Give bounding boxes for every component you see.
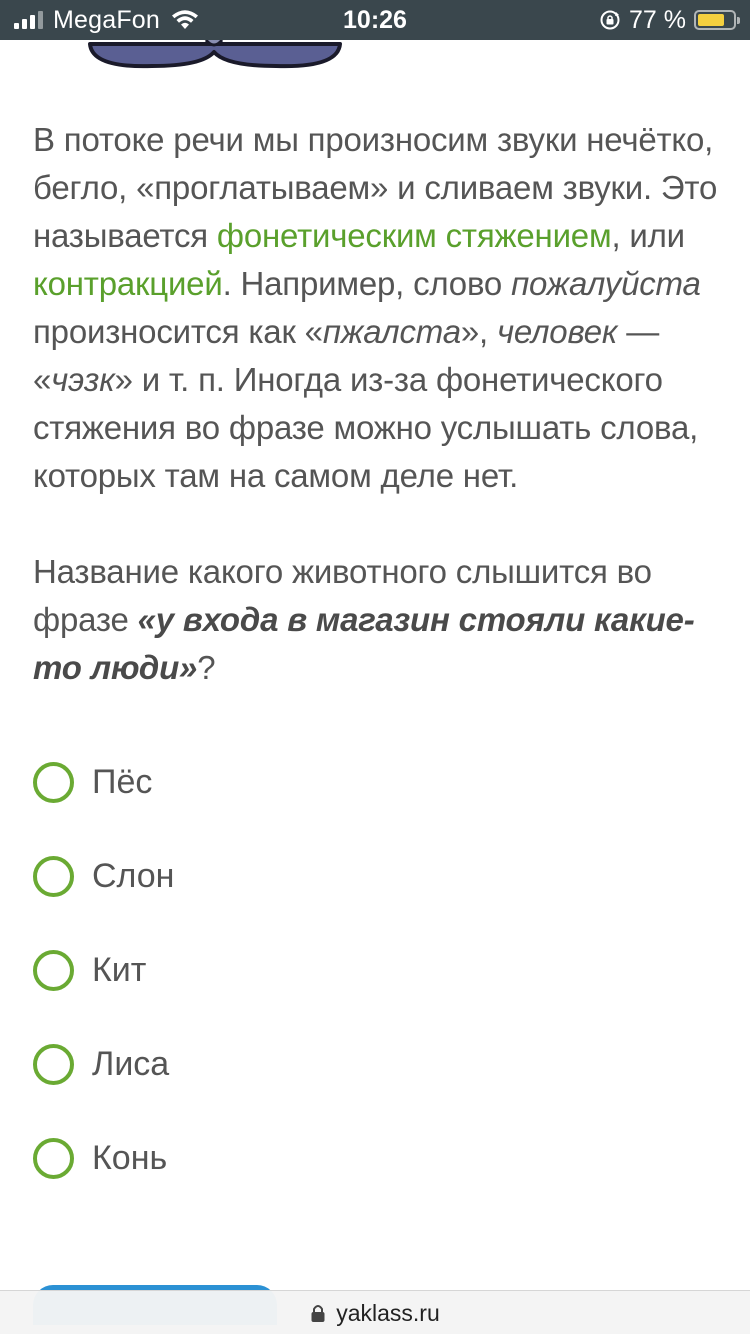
battery-icon (694, 10, 736, 30)
term-contraction: контракцией (33, 265, 223, 302)
question-text (33, 548, 723, 692)
text-run: », (460, 313, 497, 350)
radio-button[interactable] (33, 1138, 74, 1179)
question-phrase: «у входа в магазин стояли какие-то люди» (33, 601, 695, 686)
carrier-name: MegaFon (53, 5, 161, 34)
example-pronunciation: пжалста (322, 313, 461, 350)
radio-button[interactable] (33, 1044, 74, 1085)
example-pronunciation: чэзк (51, 361, 115, 398)
example-word: человек (496, 313, 618, 350)
text-run: » и т. п. Иногда из‑за фонетического стяжения во фразе можно услышать слова, которых там на самом деле нет. (33, 361, 699, 494)
lock-icon (310, 1303, 326, 1323)
answer-option[interactable] (33, 735, 723, 829)
text-run: ? (197, 649, 216, 686)
browser-url-bar[interactable] (0, 1290, 750, 1334)
radio-button[interactable] (33, 856, 74, 897)
lesson-content (33, 116, 723, 692)
status-bar (0, 0, 750, 40)
answer-option[interactable] (33, 1017, 723, 1111)
answer-options (33, 735, 723, 1205)
answer-option-label: Слон (92, 856, 175, 895)
text-run: произносится как « (33, 313, 323, 350)
answer-option-label: Лиса (92, 1044, 170, 1083)
answer-option-label: Конь (92, 1138, 168, 1177)
radio-button[interactable] (33, 950, 74, 991)
battery-fill (698, 14, 724, 26)
text-run: , или (611, 217, 685, 254)
answer-option-label: Пёс (92, 762, 153, 801)
radio-button[interactable] (33, 762, 74, 803)
orientation-lock-icon (599, 9, 621, 31)
text-run: . Например, слово (222, 265, 512, 302)
answer-option[interactable] (33, 1111, 723, 1205)
battery-percent: 77 % (629, 5, 686, 34)
answer-option[interactable] (33, 829, 723, 923)
status-bar-right (599, 0, 736, 40)
answer-option-label: Кит (92, 950, 147, 989)
example-word: пожалуйста (511, 265, 701, 302)
text-run: — « (33, 313, 660, 398)
answer-option[interactable] (33, 923, 723, 1017)
term-phonetic-contraction: фонетическим стяжением (216, 217, 612, 254)
text-run: Название какого животного слышится во фразе (33, 553, 652, 638)
explanation-paragraph (33, 116, 723, 500)
clock: 10:26 (343, 5, 407, 34)
text-run: В потоке речи мы произносим звуки нечётко, бегло, «проглатываем» и сливаем звуки. Это называется (33, 121, 718, 254)
url-domain: yaklass.ru (336, 1299, 440, 1326)
